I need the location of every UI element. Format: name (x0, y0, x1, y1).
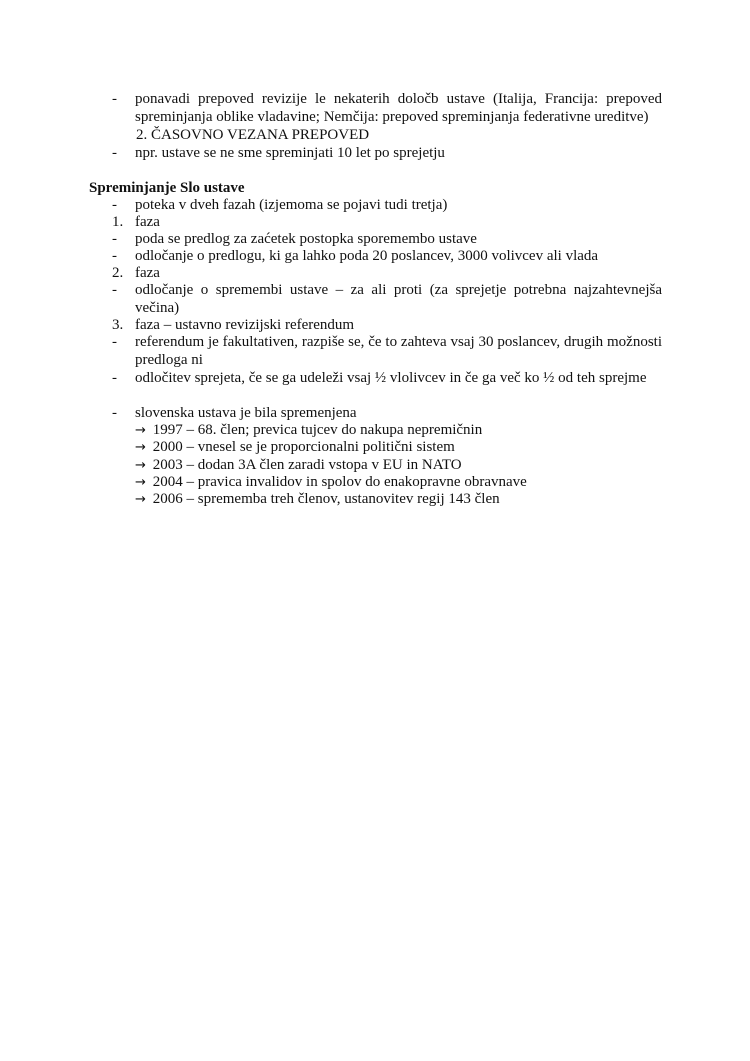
list-item (112, 404, 662, 422)
list-item (112, 144, 662, 162)
list-marker: - (112, 231, 117, 247)
list-item (112, 213, 662, 231)
list-item-text: slovenska ustava je bila spremenjena (135, 405, 357, 421)
list-item-text: referendum je fakultativen, razpiše se, če to zahteva vsaj 30 poslancev, drugih možnosti predloga ni (135, 334, 662, 368)
list-item-text: poda se predlog za zaćetek postopka sporemembo ustave (135, 231, 477, 247)
arrow-right-icon: → (135, 440, 146, 455)
list-marker: 1. (112, 214, 124, 230)
list-item (112, 196, 662, 214)
list-marker: - (112, 334, 117, 350)
amendment-text: 1997 – 68. člen; previca tujcev do nakupa nepremičnin (152, 422, 483, 438)
list-item (112, 316, 662, 334)
list-item (112, 230, 662, 248)
amendment-text: 2003 – dodan 3A člen zaradi vstopa v EU in NATO (152, 457, 462, 473)
list-item (112, 90, 662, 126)
list-item-text: npr. ustave se ne sme spreminjati 10 let po sprejetju (135, 145, 445, 161)
list-marker: - (112, 197, 117, 213)
list-item (112, 369, 662, 387)
list-item-text: odločitev sprejeta, če se ga udeleži vsaj ½ vlolivcev in če ga več ko ½ od teh sprejme (135, 370, 647, 386)
list-item (112, 333, 662, 369)
amendment-entry (135, 490, 500, 509)
list-marker: - (112, 282, 117, 298)
list-item-text: odločanje o spremembi ustave – za ali proti (za sprejetje potrebna najzahtevnejša večina) (135, 282, 662, 316)
subheading: 2. ČASOVNO VEZANA PREPOVED (136, 127, 370, 143)
list-item-text: faza – ustavno revizijski referendum (135, 317, 355, 333)
list-item-text: ponavadi prepoved revizije le nekaterih določb ustave (Italija, Francija: prepoved spreminjanja oblike vladavine; Nemčija: prepoved spreminjanja federativne ureditve) (135, 91, 662, 125)
arrow-right-icon: → (135, 492, 146, 507)
amendment-text: 2006 – sprememba treh členov, ustanovitev regij 143 člen (152, 491, 500, 507)
list-item (112, 264, 662, 282)
list-marker: - (112, 145, 117, 161)
list-item-text: odločanje o predlogu, ki ga lahko poda 20 poslancev, 3000 volivcev ali vlada (135, 248, 599, 264)
amendment-text: 2000 – vnesel se je proporcionalni politični sistem (152, 439, 455, 455)
arrow-right-icon: → (135, 423, 146, 438)
list-marker: - (112, 405, 117, 421)
list-item-text: poteka v dveh fazah (izjemoma se pojavi tudi tretja) (135, 197, 448, 213)
list-marker: - (112, 248, 117, 264)
list-marker: 2. (112, 265, 124, 281)
amendment-text: 2004 – pravica invalidov in spolov do enakopravne obravnave (152, 474, 527, 490)
list-marker: - (112, 91, 117, 107)
list-item (112, 281, 662, 317)
list-item-text: faza (135, 214, 160, 230)
amendment-entry (135, 438, 455, 457)
list-item (112, 247, 662, 265)
arrow-right-icon: → (135, 458, 146, 473)
list-marker: 3. (112, 317, 124, 333)
arrow-right-icon: → (135, 475, 146, 490)
section-heading: Spreminjanje Slo ustave (89, 180, 245, 196)
list-item-text: faza (135, 265, 160, 281)
list-marker: - (112, 370, 117, 386)
